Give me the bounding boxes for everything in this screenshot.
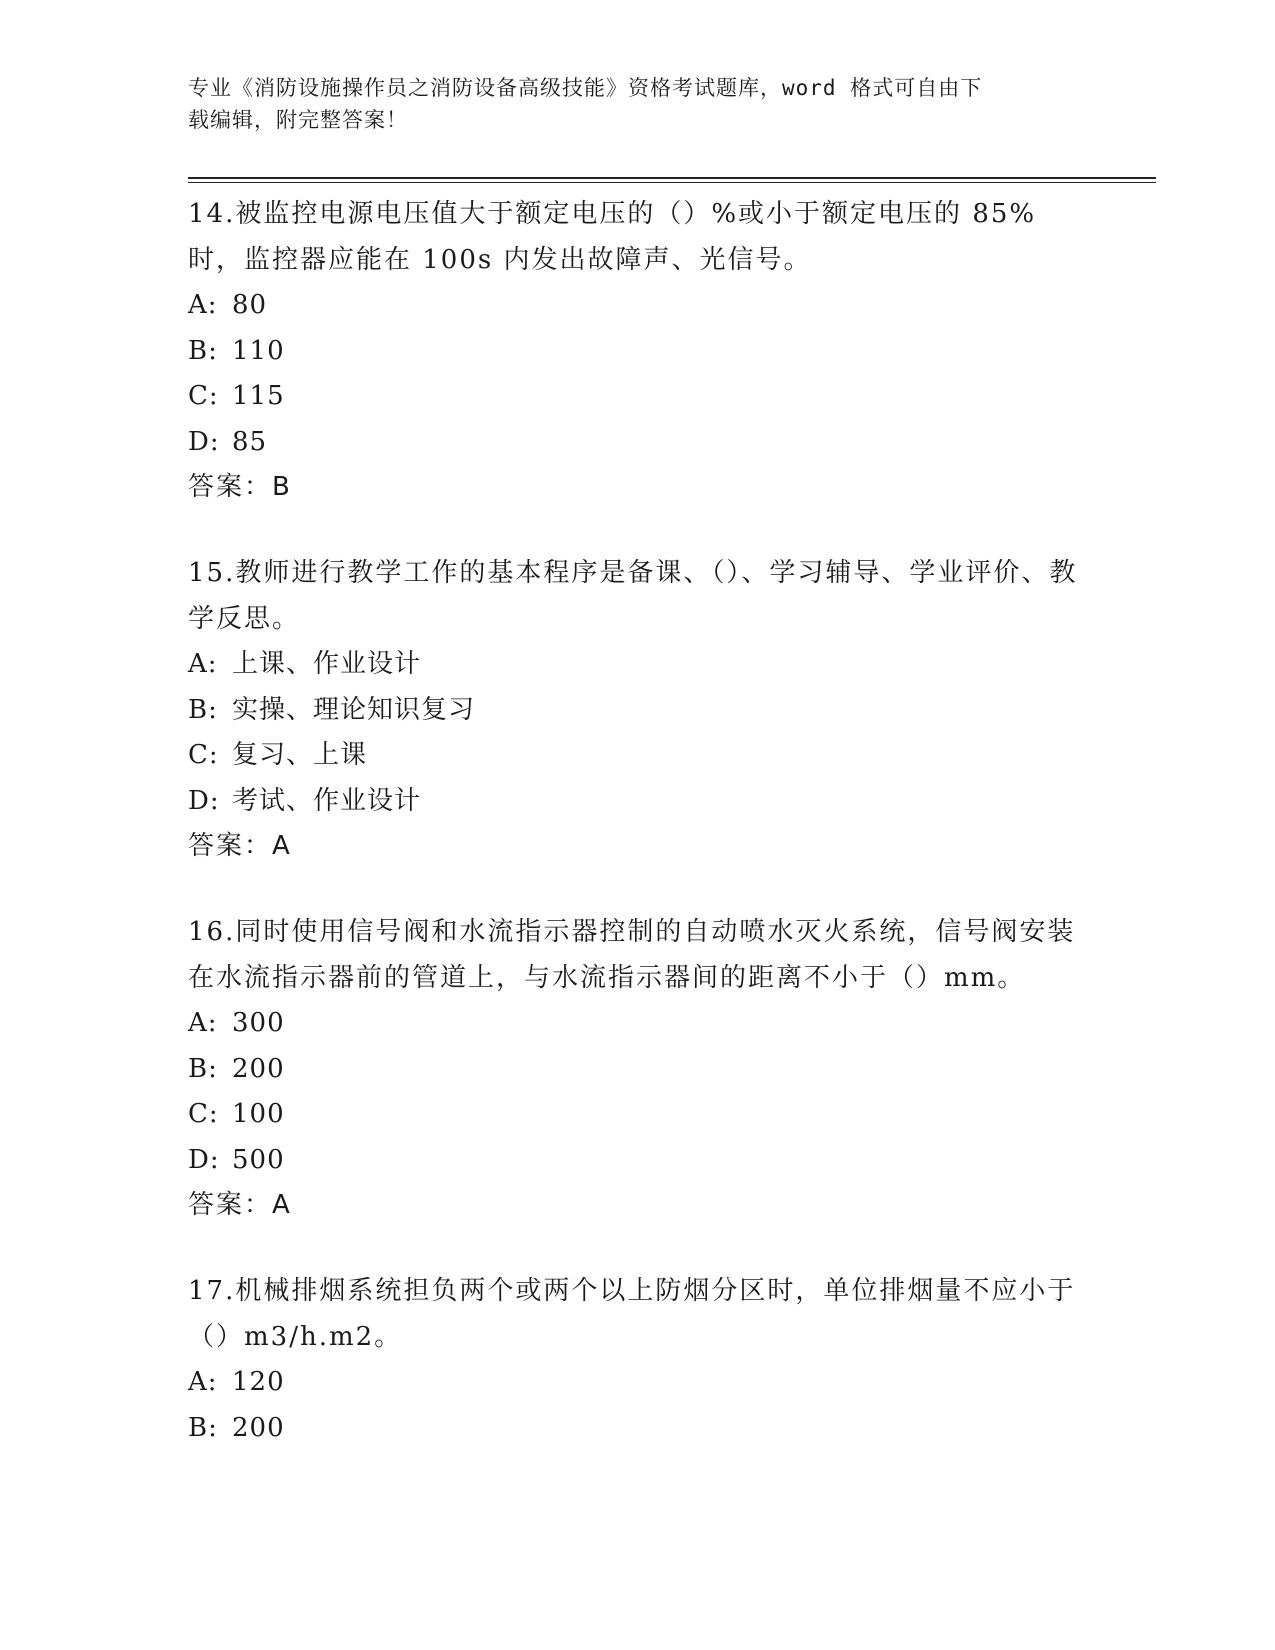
option-letter: A:: [188, 290, 218, 320]
option-text: 110: [232, 335, 285, 366]
option-text: 200: [232, 1412, 285, 1443]
option-letter: B:: [188, 694, 218, 725]
option-letter: A:: [188, 1008, 218, 1038]
option-letter: D:: [188, 1144, 220, 1175]
option-text: 115: [232, 381, 285, 411]
option-letter: A:: [188, 649, 218, 679]
option-c: [188, 733, 1088, 779]
header-line-1: 专业《消防设施操作员之消防设备高级技能》资格考试题库，word 格式可自由下: [188, 76, 983, 100]
option-text: 考试、作业设计: [232, 785, 422, 816]
option-a: [188, 642, 1088, 688]
question-stem: 14.被监控电源电压值大于额定电压的（）%或小于额定电压的 85%时，监控器应能在 100s 内发出故障声、光信号。: [188, 199, 1037, 275]
option-letter: B:: [188, 1053, 218, 1084]
option-text: 300: [232, 1008, 285, 1038]
option-a: [188, 283, 1088, 329]
option-letter: B:: [188, 335, 218, 366]
option-letter: A:: [188, 1367, 218, 1397]
question-stem: 15.教师进行教学工作的基本程序是备课、（）、学习辅导、学业评价、教学反思。: [188, 558, 1078, 634]
header-line-2: 载编辑，附完整答案！: [188, 108, 408, 132]
header-divider-thin: [188, 182, 1156, 183]
option-text: 80: [232, 290, 268, 320]
option-letter: D:: [188, 426, 220, 457]
option-letter: C:: [188, 1099, 219, 1129]
option-d: [188, 420, 1088, 466]
answer-line: 答案：A: [188, 1190, 292, 1220]
option-text: 120: [232, 1367, 285, 1397]
option-b: [188, 688, 1088, 734]
option-letter: C:: [188, 381, 219, 411]
document-header: [188, 72, 1068, 136]
question-stem: 17.机械排烟系统担负两个或两个以上防烟分区时，单位排烟量不应小于（）m3/h.m2。: [188, 1276, 1076, 1352]
question-list: [188, 190, 1088, 1491]
option-letter: B:: [188, 1412, 218, 1443]
question-stem: 16.同时使用信号阀和水流指示器控制的自动喷水灭火系统，信号阀安装在水流指示器前的管道上，与水流指示器间的距离不小于（）mm。: [188, 917, 1076, 993]
option-a: [188, 1001, 1088, 1047]
option-text: 500: [232, 1144, 285, 1175]
answer-line: 答案：A: [188, 831, 292, 861]
option-b: [188, 329, 1088, 375]
question-14: [188, 190, 1088, 509]
option-text: 100: [232, 1099, 285, 1129]
answer-line: 答案：B: [188, 472, 292, 502]
option-c: [188, 1092, 1088, 1138]
option-b: [188, 1047, 1088, 1093]
option-d: [188, 779, 1088, 825]
option-text: 200: [232, 1053, 285, 1084]
option-d: [188, 1138, 1088, 1184]
question-15: [188, 549, 1088, 868]
option-letter: C:: [188, 740, 219, 770]
option-text: 实操、理论知识复习: [232, 694, 476, 725]
header-divider-thick: [188, 177, 1156, 179]
option-text: 85: [232, 426, 268, 457]
option-letter: D:: [188, 785, 220, 816]
option-text: 上课、作业设计: [232, 649, 422, 679]
option-text: 复习、上课: [232, 740, 368, 770]
option-c: [188, 374, 1088, 420]
question-17: [188, 1267, 1088, 1451]
question-16: [188, 908, 1088, 1227]
option-a: [188, 1360, 1088, 1406]
option-b: [188, 1406, 1088, 1452]
